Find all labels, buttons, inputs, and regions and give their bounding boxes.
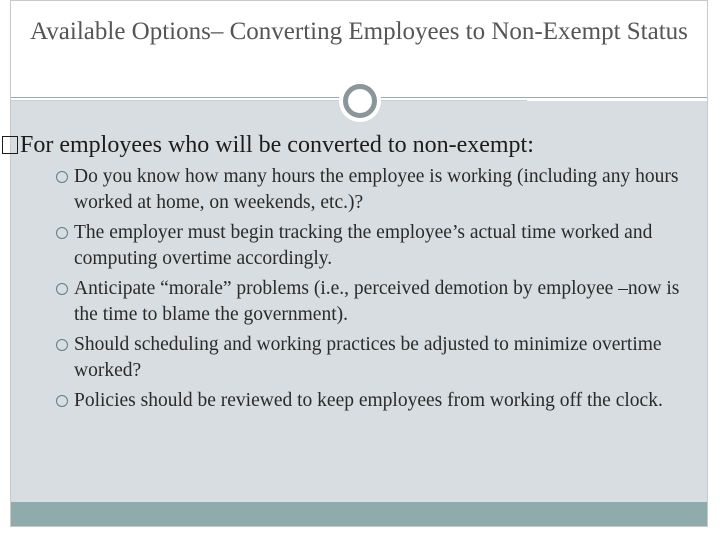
divider-line-right — [381, 100, 527, 101]
bullet-text: Policies should be reviewed to keep employees from working off the clock. — [74, 390, 663, 411]
bullet-text: Should scheduling and working practices be adjusted to minimize overtime worked? — [74, 334, 662, 381]
list-item — [56, 332, 696, 383]
hollow-circle-bullet-icon — [56, 339, 68, 351]
list-item — [56, 164, 696, 215]
bullet-text: Anticipate “morale” problems (i.e., perceived demotion by employee –now is the time to blame the government). — [74, 278, 680, 325]
divider-line-left — [11, 100, 339, 101]
bullet-text: Do you know how many hours the employee is working (including any hours worked at home, on weekends, etc.)? — [74, 166, 679, 213]
bullet-list — [56, 164, 696, 419]
ring-inner — [343, 84, 377, 118]
bottom-bar — [11, 502, 707, 526]
ring-icon — [339, 80, 381, 122]
content-heading — [2, 130, 702, 160]
list-item — [56, 276, 696, 327]
hollow-circle-bullet-icon — [56, 283, 68, 295]
hollow-circle-bullet-icon — [56, 227, 68, 239]
list-item — [56, 220, 696, 271]
hollow-circle-bullet-icon — [56, 395, 68, 407]
slide-title: Available Options– Converting Employees to Non-Exempt Status — [30, 18, 688, 45]
content-heading-text: For employees who will be converted to non-exempt: — [20, 132, 534, 158]
bullet-text: The employer must begin tracking the employee’s actual time worked and computing overtime accordingly. — [74, 222, 653, 269]
hollow-circle-bullet-icon — [56, 171, 68, 183]
list-item — [56, 388, 696, 414]
missing-glyph-box-icon — [2, 136, 18, 154]
